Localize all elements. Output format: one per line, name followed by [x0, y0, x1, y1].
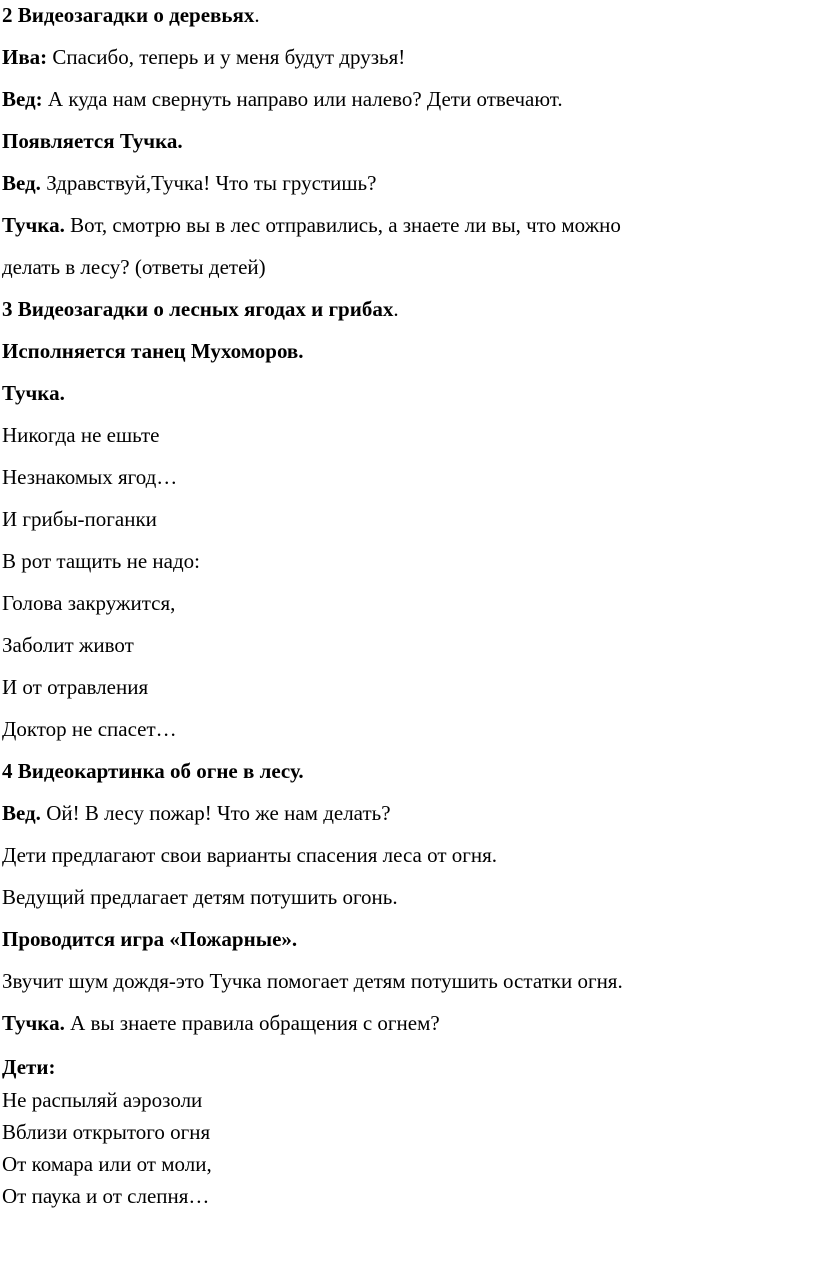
line-text: .	[393, 297, 399, 321]
line-text: Звучит шум дождя-это Тучка помогает детям потушить остатки огня.	[2, 969, 623, 993]
line-text: В рот тащить не надо:	[2, 549, 200, 573]
doc-line	[2, 884, 398, 910]
doc-line	[2, 800, 391, 826]
line-text: А вы знаете правила обращения с огнем?	[64, 1011, 440, 1035]
line-bold: Появляется Тучка.	[2, 129, 183, 153]
doc-line	[2, 422, 159, 448]
line-text: Спасибо, теперь и у меня будут друзья!	[47, 45, 406, 69]
line-bold: Проводится игра «Пожарные».	[2, 927, 298, 951]
doc-line	[2, 1054, 55, 1080]
doc-line	[2, 1151, 212, 1177]
line-text: Доктор не спасет…	[2, 717, 177, 741]
line-bold: 3 Видеозагадки о лесных ягодах и грибах	[2, 297, 394, 321]
doc-line	[2, 1119, 210, 1145]
doc-line	[2, 1010, 440, 1036]
line-bold: Вед:	[2, 87, 43, 111]
line-text: делать в лесу? (ответы детей)	[2, 255, 266, 279]
line-text: И грибы-поганки	[2, 507, 157, 531]
line-text: Здравствуй,Тучка! Что ты грустишь?	[40, 171, 377, 195]
doc-line	[2, 716, 177, 742]
doc-line	[2, 170, 376, 196]
line-text: Заболит живот	[2, 633, 134, 657]
doc-line	[2, 548, 200, 574]
line-text: Не распыляй аэрозоли	[2, 1088, 203, 1112]
doc-line	[2, 44, 405, 70]
doc-line	[2, 674, 148, 700]
doc-line	[2, 632, 134, 658]
doc-line	[2, 1183, 209, 1209]
line-text: Голова закружится,	[2, 591, 176, 615]
line-text: Никогда не ешьте	[2, 423, 160, 447]
doc-line	[2, 1087, 202, 1113]
line-text: А куда нам свернуть направо или налево? Дети отвечают.	[42, 87, 563, 111]
doc-line	[2, 380, 65, 406]
line-bold: 2 Видеозагадки о деревьях	[2, 3, 255, 27]
doc-line	[2, 86, 563, 112]
doc-line	[2, 254, 266, 280]
line-text: Вблизи открытого огня	[2, 1120, 211, 1144]
line-text: От паука и от слепня…	[2, 1184, 210, 1208]
line-bold: Тучка.	[2, 381, 65, 405]
line-text: Дети предлагают свои варианты спасения леса от огня.	[2, 843, 498, 867]
line-text: .	[254, 3, 260, 27]
doc-line	[2, 128, 183, 154]
line-bold: Исполняется танец Мухоморов.	[2, 339, 304, 363]
line-text: Незнакомых ягод…	[2, 465, 178, 489]
line-bold: Тучка.	[2, 1011, 65, 1035]
line-bold: Дети:	[2, 1055, 56, 1079]
doc-line	[2, 338, 304, 364]
doc-line	[2, 842, 497, 868]
doc-line	[2, 2, 260, 28]
line-bold: 4 Видеокартинка об огне в лесу.	[2, 759, 304, 783]
doc-line	[2, 296, 399, 322]
doc-line	[2, 590, 175, 616]
line-bold: Вед.	[2, 801, 41, 825]
doc-line	[2, 506, 157, 532]
line-text: Ведущий предлагает детям потушить огонь.	[2, 885, 398, 909]
line-bold: Вед.	[2, 171, 41, 195]
doc-line	[2, 212, 621, 238]
doc-line	[2, 464, 177, 490]
line-text: От комара или от моли,	[2, 1152, 212, 1176]
doc-line	[2, 926, 297, 952]
doc-line	[2, 968, 623, 994]
line-bold: Тучка.	[2, 213, 65, 237]
line-text: Ой! В лесу пожар! Что же нам делать?	[40, 801, 391, 825]
doc-line	[2, 758, 304, 784]
line-text: Вот, смотрю вы в лес отправились, а знаете ли вы, что можно	[64, 213, 621, 237]
line-bold: Ива:	[2, 45, 48, 69]
line-text: И от отравления	[2, 675, 149, 699]
